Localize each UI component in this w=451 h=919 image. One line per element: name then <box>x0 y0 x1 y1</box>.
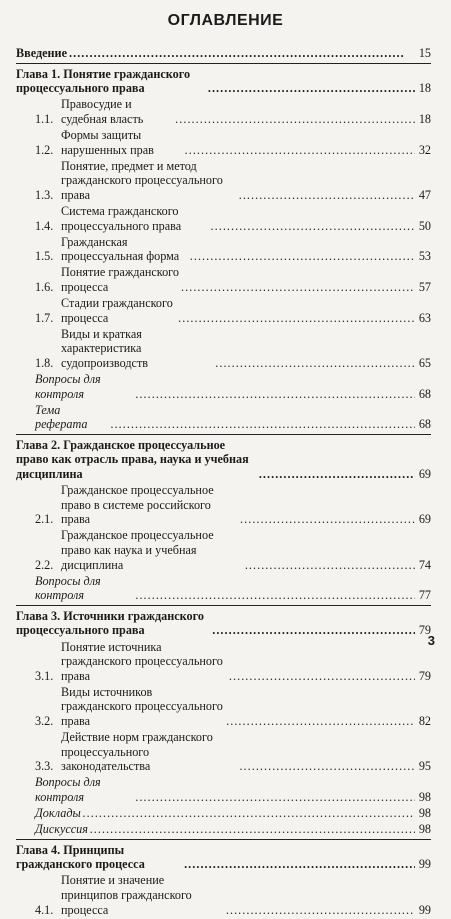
entry-page-number: 98 <box>418 822 431 837</box>
entry-page-number: 77 <box>418 588 431 603</box>
entry-title: Гражданская процессуальная форма <box>61 234 180 264</box>
toc-section-entry[interactable] <box>16 685 431 729</box>
entry-title: Дискуссия <box>35 822 88 837</box>
chapter-divider <box>16 605 431 606</box>
section-number: 2.1. <box>35 512 54 527</box>
toc-section-entry[interactable] <box>16 640 431 684</box>
toc-extra-entry[interactable] <box>16 806 431 821</box>
dot-leader <box>259 467 415 482</box>
dot-leader <box>239 188 415 203</box>
section-number: 2.2. <box>35 557 54 572</box>
entry-page-number: 47 <box>418 187 431 202</box>
entry-page-number: 18 <box>418 111 431 126</box>
entry-title: Виды и краткая характеристика судопроизводств <box>61 326 149 370</box>
entry-title: Глава 1. Понятие гражданского процессуального права <box>16 66 191 96</box>
chapter-divider <box>16 63 431 64</box>
entry-title: Вопросы для контроля <box>35 371 101 401</box>
section-number: 1.3. <box>35 187 54 202</box>
table-of-contents <box>16 46 431 919</box>
dot-leader <box>211 219 415 234</box>
chapter-divider <box>16 434 431 435</box>
dot-leader <box>178 311 415 326</box>
entry-title: Гражданское процессуальное право как наука и учебная дисциплина <box>61 528 214 572</box>
toc-extra-entry[interactable] <box>16 403 431 432</box>
dot-leader <box>215 356 415 371</box>
entry-title: Вопросы для контроля <box>35 775 101 804</box>
toc-section-entry[interactable] <box>16 128 431 157</box>
entry-title: Система гражданского процессуального права <box>61 203 182 233</box>
dot-leader <box>90 822 415 837</box>
dot-leader <box>83 806 415 821</box>
entry-title: Глава 2. Гражданское процессуальное право как отрасль права, наука и учебная дисциплина <box>16 437 249 482</box>
entry-page-number: 63 <box>418 310 431 325</box>
entry-title: Доклады <box>35 806 81 821</box>
entry-page-number: 98 <box>418 790 431 804</box>
toc-chapter-entry[interactable] <box>16 46 431 61</box>
entry-page-number: 79 <box>418 668 431 683</box>
toc-chapter-entry[interactable] <box>16 609 431 638</box>
dot-leader <box>226 714 415 729</box>
entry-title: Гражданское процессуальное право в системе российского права <box>61 483 214 527</box>
entry-page-number: 68 <box>418 386 431 401</box>
toc-section-entry[interactable] <box>16 296 431 325</box>
dot-leader <box>136 588 415 603</box>
toc-section-entry[interactable] <box>16 204 431 233</box>
section-number: 4.1. <box>35 902 54 917</box>
dot-leader <box>239 759 415 774</box>
entry-page-number: 18 <box>418 81 431 96</box>
dot-leader <box>226 903 415 918</box>
section-number: 1.7. <box>35 310 54 325</box>
dot-leader <box>185 143 415 158</box>
entry-page-number: 32 <box>418 142 431 157</box>
dot-leader <box>69 46 415 61</box>
toc-section-entry[interactable] <box>16 159 431 203</box>
entry-page-number: 69 <box>418 467 431 482</box>
dot-leader <box>208 81 415 96</box>
entry-title: Понятие и значение принципов гражданского процесса <box>61 873 192 917</box>
entry-title: Введение <box>16 46 67 60</box>
page-title: ОГЛАВЛЕНИЕ <box>167 12 284 29</box>
entry-title: Стадии гражданского процесса <box>61 296 173 325</box>
entry-page-number: 99 <box>418 902 431 917</box>
toc-chapter-entry[interactable] <box>16 438 431 482</box>
toc-extra-entry[interactable] <box>16 372 431 401</box>
entry-page-number: 50 <box>418 218 431 233</box>
entry-title: Виды источников гражданского процессуального права <box>61 684 223 729</box>
entry-title: Понятие гражданского процесса <box>61 265 179 294</box>
entry-page-number: 57 <box>418 279 431 294</box>
toc-section-entry[interactable] <box>16 483 431 527</box>
section-number: 3.3. <box>35 759 54 774</box>
entry-page-number: 69 <box>418 512 431 527</box>
entry-title: Правосудие и судебная власть <box>61 97 144 126</box>
entry-page-number: 82 <box>418 714 431 729</box>
page-number: 3 <box>427 633 435 648</box>
entry-page-number: 65 <box>418 355 431 370</box>
chapter-divider <box>16 839 431 840</box>
entry-page-number: 68 <box>418 417 431 432</box>
entry-title: Понятие источника гражданского процессуального права <box>61 639 223 683</box>
dot-leader <box>240 512 415 527</box>
dot-leader <box>136 387 415 402</box>
toc-chapter-entry[interactable] <box>16 67 431 96</box>
toc-section-entry[interactable] <box>16 235 431 264</box>
entry-page-number: 79 <box>418 623 431 638</box>
section-number: 1.6. <box>35 279 54 294</box>
section-number: 1.4. <box>35 218 54 233</box>
entry-title: Глава 3. Источники гражданского процессуального права <box>16 608 204 638</box>
toc-chapter-entry[interactable] <box>16 843 431 872</box>
entry-title: Тема реферата <box>35 402 88 432</box>
section-number: 1.2. <box>35 142 54 157</box>
dot-leader <box>181 280 415 295</box>
entry-page-number: 95 <box>418 759 431 774</box>
entry-title: Формы защиты нарушенных прав <box>61 127 154 157</box>
toc-section-entry[interactable] <box>16 873 431 917</box>
dot-leader <box>184 857 415 872</box>
entry-page-number: 99 <box>418 857 431 872</box>
toc-extra-entry[interactable] <box>16 775 431 804</box>
entry-page-number: 74 <box>418 557 431 572</box>
toc-section-entry[interactable] <box>16 97 431 126</box>
section-number: 1.1. <box>35 111 54 126</box>
dot-leader <box>245 558 415 573</box>
entry-title: Глава 4. Принципы гражданского процесса <box>16 842 145 872</box>
dot-leader <box>111 417 415 432</box>
toc-section-entry[interactable] <box>16 265 431 294</box>
section-number: 1.5. <box>35 249 54 264</box>
toc-section-entry[interactable] <box>16 327 431 371</box>
entry-title: Вопросы для контроля <box>35 573 101 603</box>
dot-leader <box>136 790 415 805</box>
toc-section-entry[interactable] <box>16 730 431 774</box>
entry-page-number: 15 <box>418 46 431 60</box>
entry-page-number: 98 <box>418 806 431 821</box>
entry-title: Действие норм гражданского процессуального законодательства <box>61 730 213 774</box>
section-number: 3.1. <box>35 668 54 683</box>
toc-section-entry[interactable] <box>16 528 431 572</box>
toc-extra-entry[interactable] <box>16 574 431 603</box>
section-number: 3.2. <box>35 714 54 729</box>
dot-leader <box>175 112 415 127</box>
entry-title: Понятие, предмет и метод гражданского процессуального права <box>61 158 223 202</box>
dot-leader <box>212 623 415 638</box>
dot-leader <box>190 249 415 264</box>
section-number: 1.8. <box>35 355 54 370</box>
toc-extra-entry[interactable] <box>16 822 431 837</box>
entry-page-number: 53 <box>418 249 431 264</box>
dot-leader <box>229 669 415 684</box>
